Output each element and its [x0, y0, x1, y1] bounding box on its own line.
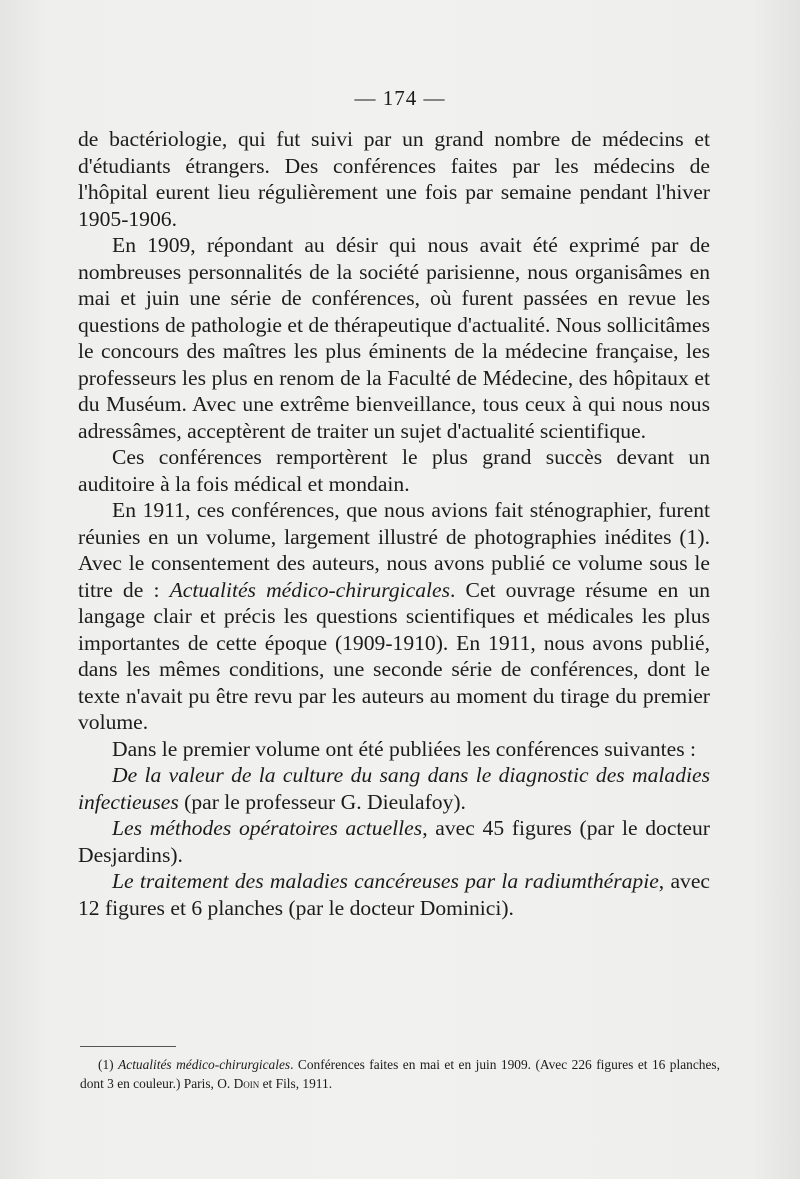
paragraph-2: En 1909, répondant au désir qui nous avait été exprimé par de nombreuses personnalités de la société parisienne, nous organisâmes en mai et juin une série de conférences, où furent passées en revue les questions de pathologie et de thérapeutique d'actualité. Nous sollicitâmes le concours des maîtres les plus éminents de la médecine française, les professeurs les plus en renom de la Faculté de Médecine, des hôpitaux et du Muséum. Avec une extrême bienveillance, tous ceux à qui nous nous adressâmes, acceptèrent de traiter un sujet d'actualité scientifique. — [78, 233, 710, 443]
conference-author-3: , avec 12 figures et 6 planches (par le docteur Dominici). — [78, 869, 710, 920]
footnote-text-1: . Conférences faites en mai et en juin 1909. (Avec 226 figures et 16 planches, dont 3 en couleur.) Paris, O. — [80, 1057, 720, 1091]
footnote-marker: (1) — [98, 1057, 119, 1072]
conference-item-3 — [78, 868, 710, 921]
paragraph-4-text-after: . Cet ouvrage résume en un langage clair et précis les questions scientifiques et médicales les plus importantes de cette époque (1909-1910). En 1911, nous avons publié, dans les mêmes conditions, une seconde série de conférences, dont le texte n'avait pu être revu par les auteurs au moment du tirage du premier volume. — [78, 577, 710, 734]
paragraph-1: de bactériologie, qui fut suivi par un grand nombre de médecins et d'étudiants étrangers. Des conférences faites par les médecins de l'hôpital eurent lieu régulièrement une fois par semaine pendant l'hiver 1905-1906. — [78, 127, 710, 231]
footnote — [80, 1055, 720, 1093]
conference-item-2 — [78, 815, 710, 868]
footnote-book-title: Actualités médico-chirurgicales — [118, 1057, 291, 1072]
paragraph-4-text-before: En 1911, ces conférences, que nous avions fait sténographier, furent réunies en un volume, largement illustré de photographies inédites (1). Avec le consentement des auteurs, nous avons publié ce volume sous le titre de : — [78, 498, 710, 602]
conference-author-1: (par le professeur G. Dieulafoy). — [178, 789, 466, 814]
conference-title-1: De la valeur de la culture du sang dans le diagnostic des maladies infectieuses — [78, 763, 710, 814]
paragraph-4 — [78, 497, 710, 736]
book-title: Actualités médico-chirurgicales — [169, 577, 450, 602]
conference-title-2: Les méthodes opératoires actuelles — [112, 816, 423, 840]
paragraph-3: Ces conférences remportèrent le plus grand succès devant un auditoire à la fois médical et mondain. — [78, 445, 710, 496]
footnote-text-2: et Fils, 1911. — [259, 1076, 333, 1091]
body-text — [78, 126, 710, 921]
footnote-text — [80, 1055, 720, 1093]
footnote-divider — [80, 1046, 176, 1047]
footnote-publisher: Doin — [233, 1076, 260, 1091]
conference-title-3: Le traitement des maladies cancéreuses par la radiumthérapie — [112, 869, 659, 893]
conference-author-2: , avec 45 figures (par le docteur Desjardins). — [78, 816, 711, 867]
paragraph-5: Dans le premier volume ont été publiées les conférences suivantes : — [112, 736, 697, 761]
page-number: — 174 — — [354, 86, 446, 110]
conference-item-1 — [78, 762, 710, 815]
